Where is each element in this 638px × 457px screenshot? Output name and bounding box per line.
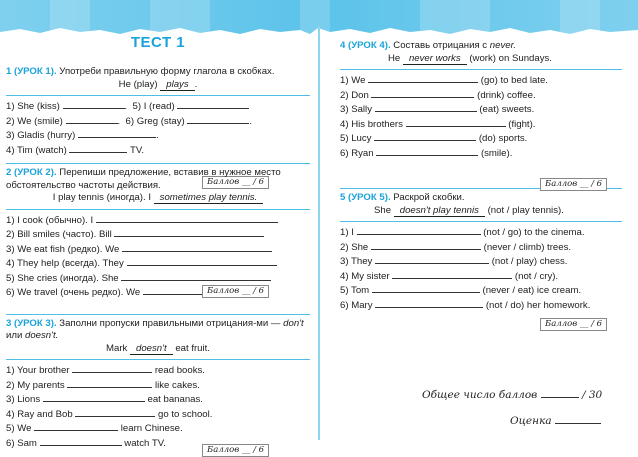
answer-blank[interactable]	[121, 271, 271, 281]
item-suffix: (not / play) chess.	[491, 256, 568, 267]
score-label: Баллов	[207, 444, 240, 455]
grade-blank[interactable]	[555, 414, 601, 424]
answer-blank[interactable]	[66, 114, 118, 124]
exercise-item	[6, 143, 310, 158]
score-label: Баллов	[545, 319, 578, 329]
answer-blank[interactable]	[40, 436, 122, 446]
item-text: 5) Tom	[340, 285, 370, 296]
section-2-tag: 2 (УРОК 2).	[6, 167, 57, 178]
item-text: 5) Lucy	[340, 133, 372, 144]
item-suffix: (smile).	[480, 147, 513, 159]
exercise-item	[340, 283, 622, 298]
item-text: 1) She (kiss)	[6, 101, 60, 112]
exercise-item	[340, 298, 622, 313]
total-score	[422, 388, 602, 401]
exercise-item	[6, 99, 310, 114]
answer-blank[interactable]	[69, 143, 127, 153]
column-divider	[318, 26, 320, 440]
section-1-example	[6, 79, 310, 92]
item-text: 1) Your brother	[6, 365, 70, 376]
section-divider	[6, 359, 310, 360]
section-2	[6, 167, 310, 300]
exercise-item	[340, 73, 622, 88]
example-answer: never works	[403, 53, 467, 65]
item-suffix: (do) sports.	[478, 133, 528, 144]
page-title: ТЕСТ 1	[130, 34, 186, 51]
item-text: 5) I (read)	[132, 101, 175, 112]
item-text: 3) Sally	[340, 104, 372, 115]
section-2-heading	[6, 167, 310, 192]
example-text: She	[374, 204, 392, 216]
section-3-tag: 3 (УРОК 3).	[6, 317, 57, 329]
item-text: 6) Mary	[340, 299, 373, 311]
exercise-item	[6, 227, 310, 242]
example-answer: sometimes play tennis.	[154, 192, 264, 204]
item-text: 6) Ryan	[340, 147, 374, 159]
exercise-item	[6, 271, 310, 286]
section-1-instruction: Употреби правильную форму глагола в скобках.	[59, 66, 275, 77]
answer-blank[interactable]	[122, 242, 272, 252]
answer-blank[interactable]	[357, 225, 481, 235]
answer-blank[interactable]	[372, 283, 480, 293]
exercise-item	[340, 88, 622, 103]
item-text: 3) Lions	[6, 394, 41, 405]
section-5-example	[340, 205, 622, 218]
score-box: Баллов __ / 6	[540, 318, 607, 331]
grade-label: Оценка	[510, 415, 552, 427]
section-divider	[340, 221, 622, 222]
item-suffix: watch TV.	[124, 437, 166, 449]
item-text: 2) Don	[340, 89, 369, 101]
item-text: 3) They	[340, 256, 373, 267]
answer-blank[interactable]	[75, 407, 155, 417]
answer-blank[interactable]	[368, 73, 478, 83]
example-suffix: (not / play tennis).	[487, 204, 564, 216]
item-suffix: TV.	[129, 144, 144, 156]
example-answer: doesn't play tennis	[394, 205, 485, 217]
score-max: / 6	[253, 286, 265, 296]
item-text: 5) She cries (иногда). She	[6, 272, 119, 284]
exercise-item	[6, 392, 310, 407]
score-box: Баллов __ / 6	[540, 178, 607, 191]
section-4	[340, 40, 622, 189]
answer-blank[interactable]	[375, 298, 483, 308]
section-3	[6, 317, 310, 455]
exercise-item	[6, 363, 310, 378]
section-4-tag: 4 (УРОК 4).	[340, 40, 391, 51]
answer-blank[interactable]	[114, 227, 264, 237]
exercise-item	[340, 146, 622, 161]
exercise-item	[340, 225, 622, 240]
total-blank[interactable]	[541, 388, 579, 398]
section-4-example	[340, 53, 622, 66]
item-suffix: (go) to bed late.	[480, 75, 548, 86]
answer-blank[interactable]	[96, 213, 278, 223]
example-suffix: eat fruit.	[175, 342, 210, 354]
exercise-item	[6, 128, 310, 143]
answer-blank[interactable]	[63, 99, 125, 109]
item-text: 2) She	[340, 241, 369, 253]
answer-blank[interactable]	[43, 392, 145, 402]
answer-blank[interactable]	[376, 146, 478, 156]
total-label: Общее число баллов	[422, 389, 538, 401]
example-text: He	[388, 52, 401, 64]
section-divider	[6, 209, 310, 210]
item-suffix: .	[249, 115, 253, 127]
item-text: 3) We eat fish (редко). We	[6, 243, 120, 255]
item-text: 5) We	[6, 423, 32, 434]
instruction-word: never.	[489, 40, 517, 51]
item-suffix: .	[117, 115, 121, 127]
section-4-instruction: Составь отрицания с	[393, 40, 488, 51]
item-text: 6) We travel (очень редко). We	[6, 287, 141, 298]
section-divider	[6, 95, 310, 96]
exercise-item	[6, 114, 310, 129]
answer-blank[interactable]	[177, 99, 249, 109]
item-text: 4) His brothers	[340, 118, 403, 130]
section-5-tag: 5 (УРОК 5).	[340, 192, 391, 203]
item-suffix: learn Chinese.	[120, 423, 183, 434]
score-max: / 6	[253, 177, 265, 187]
answer-blank[interactable]	[371, 88, 474, 98]
grade	[510, 414, 601, 427]
item-suffix: (fight).	[508, 118, 536, 130]
example-text: Mark	[106, 342, 128, 354]
instruction-word: don't	[283, 317, 304, 329]
item-text: 4) Tim (watch)	[6, 144, 67, 156]
answer-blank[interactable]	[127, 256, 277, 266]
instruction-word: или	[6, 330, 23, 341]
total-max: / 30	[581, 389, 603, 401]
exercise-item	[6, 256, 310, 271]
right-column	[340, 40, 622, 329]
score-label: Баллов	[207, 286, 240, 296]
item-suffix: (not / cry).	[514, 270, 559, 282]
exercise-item	[6, 213, 310, 228]
item-suffix: eat bananas.	[147, 394, 203, 405]
example-answer: plays	[160, 79, 194, 91]
example-text: He (play)	[118, 78, 158, 90]
exercise-item	[6, 242, 310, 257]
item-suffix: (not / go) to the cinema.	[483, 227, 585, 238]
example-suffix: .	[194, 78, 198, 90]
section-1-heading	[6, 66, 310, 79]
answer-blank[interactable]	[375, 102, 477, 112]
item-text: 6) Sam	[6, 437, 37, 449]
item-suffix: (drink) coffee.	[477, 89, 536, 101]
item-text: 4) My sister	[340, 270, 390, 282]
section-3-instruction: Заполни пропуски правильными отрицания-ми —	[59, 317, 281, 329]
score-box: Баллов __ / 6	[202, 176, 269, 189]
exercise-item	[6, 378, 310, 393]
exercise-item	[340, 240, 622, 255]
answer-blank[interactable]	[78, 128, 156, 138]
answer-blank[interactable]	[406, 117, 506, 127]
section-2-example	[6, 192, 310, 205]
item-suffix: (never / climb) trees.	[483, 241, 572, 253]
score-box: Баллов __ / 6	[202, 285, 269, 298]
item-text: 4) Ray and Bob	[6, 408, 73, 420]
score-label: Баллов	[207, 177, 240, 187]
item-suffix: .	[155, 130, 159, 141]
score-max: / 6	[591, 179, 603, 189]
left-column	[6, 34, 310, 455]
answer-blank[interactable]	[187, 114, 249, 124]
exercise-item	[6, 421, 310, 436]
answer-blank[interactable]	[371, 240, 481, 250]
item-suffix: .	[124, 101, 128, 112]
score-label: Баллов	[545, 179, 578, 189]
exercise-item	[340, 269, 622, 284]
section-3-heading	[6, 318, 310, 343]
answer-blank[interactable]	[375, 254, 489, 264]
score-box: Баллов __ / 6	[202, 444, 269, 457]
exercise-item	[340, 254, 622, 269]
section-divider	[340, 69, 622, 70]
item-text: 2) We (smile)	[6, 115, 63, 127]
instruction-word: doesn't.	[25, 330, 59, 341]
section-3-example	[6, 343, 310, 356]
section-divider	[6, 163, 310, 164]
section-5-instruction: Раскрой скобки.	[393, 192, 465, 203]
item-suffix: (not / do) her homework.	[485, 299, 591, 311]
item-text: 2) Bill smiles (часто). Bill	[6, 229, 112, 240]
item-suffix: (never / eat) ice cream.	[482, 285, 582, 296]
item-text: 2) My parents	[6, 379, 65, 391]
item-text: 4) They help (всегда). They	[6, 258, 124, 269]
exercise-item	[340, 117, 622, 132]
section-1-tag: 1 (УРОК 1).	[6, 66, 57, 77]
item-suffix: read books.	[154, 365, 205, 376]
section-5-heading	[340, 192, 622, 205]
item-text: 6) Greg (stay)	[125, 115, 185, 127]
item-text: 1) We	[340, 75, 366, 86]
answer-blank[interactable]	[374, 131, 476, 141]
exercise-item	[340, 131, 622, 146]
item-suffix: go to school.	[158, 408, 213, 420]
section-4-heading	[340, 40, 622, 53]
score-max: / 6	[253, 444, 265, 455]
example-suffix: (work) on Sundays.	[469, 52, 552, 64]
exercise-item	[6, 407, 310, 422]
score-max: / 6	[591, 319, 603, 329]
answer-blank[interactable]	[72, 363, 152, 373]
section-5	[340, 192, 622, 329]
item-text: 3) Gladis (hurry)	[6, 130, 76, 141]
example-answer: doesn't	[130, 343, 173, 355]
item-suffix: like cakes.	[155, 379, 200, 391]
item-text: 1) I cook (обычно). I	[6, 214, 94, 226]
answer-blank[interactable]	[34, 421, 118, 431]
example-text: I play tennis (иногда). I	[52, 192, 151, 203]
item-suffix: (eat) sweets.	[479, 104, 535, 115]
answer-blank[interactable]	[67, 378, 152, 388]
section-2-instruction: Перепиши предложение, вставив в нужное место обстоятельство частоты действия.	[6, 167, 281, 191]
answer-blank[interactable]	[392, 269, 512, 279]
exercise-item	[340, 102, 622, 117]
item-text: 1) I	[340, 227, 354, 238]
section-divider	[6, 314, 310, 315]
